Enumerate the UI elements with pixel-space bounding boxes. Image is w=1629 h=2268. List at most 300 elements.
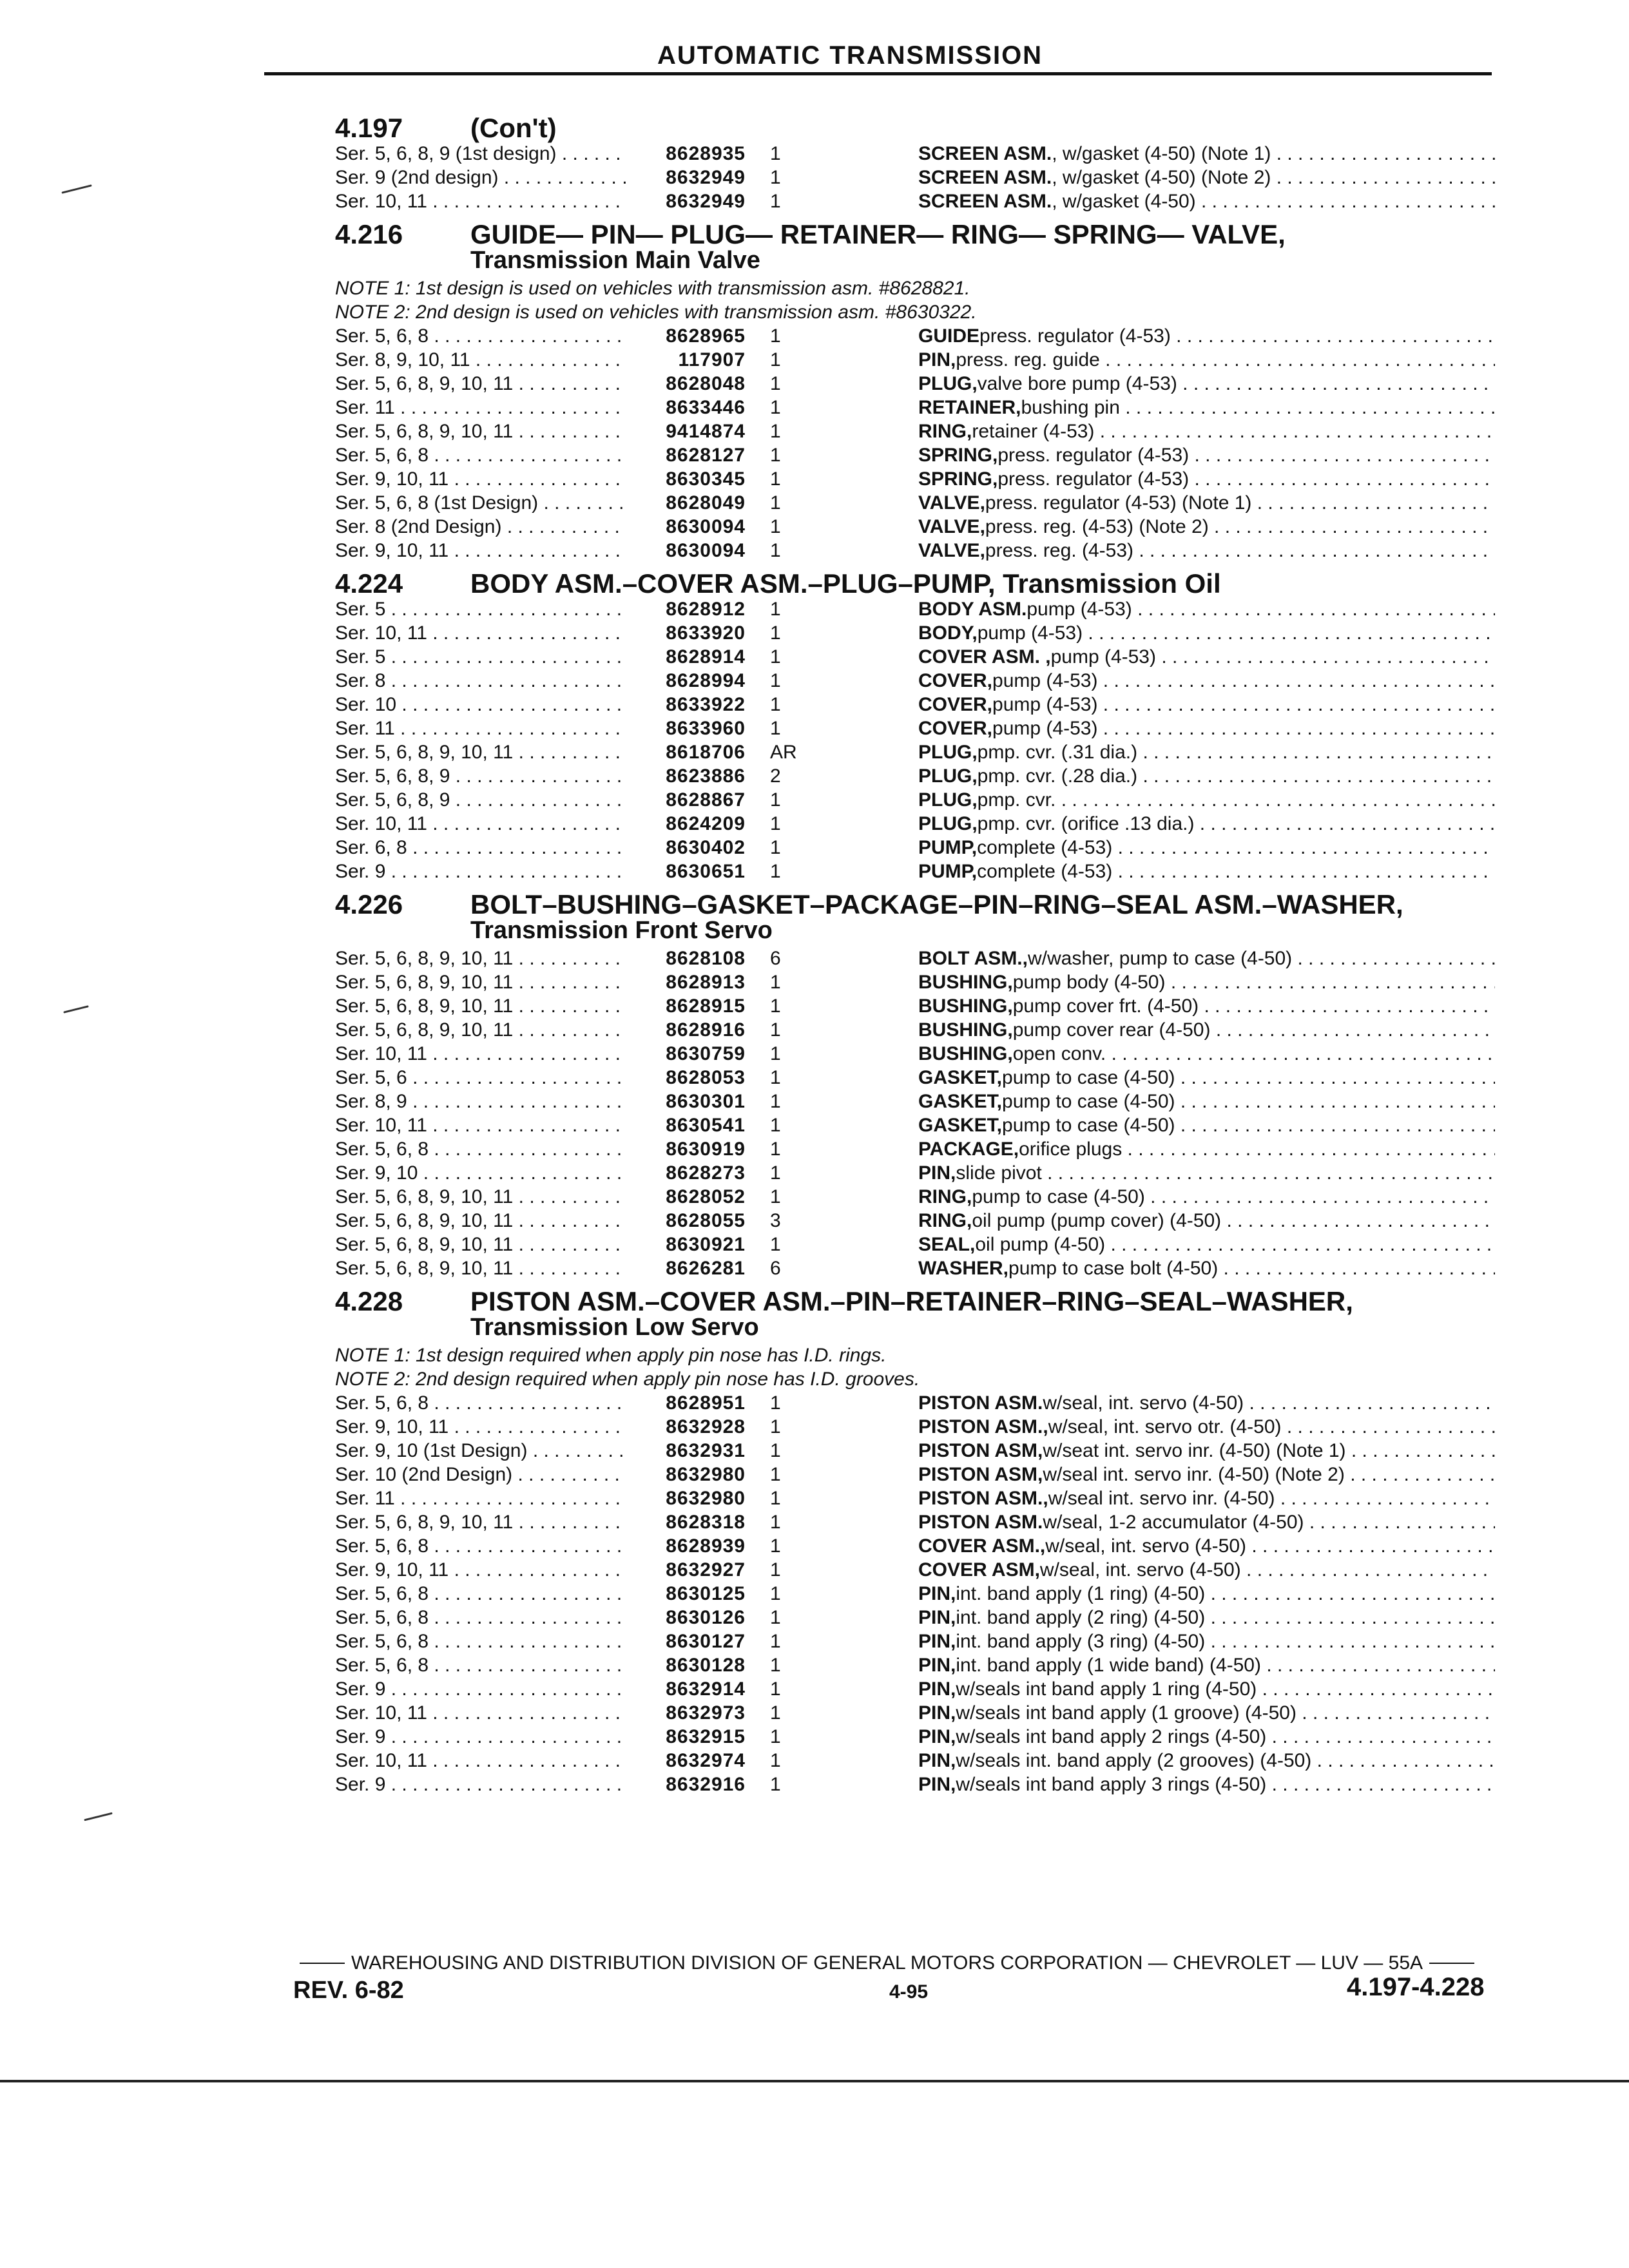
section-subtitle: Transmission Main Valve [470,247,760,274]
series-cell: Ser. 5, 6, 8, 9, 10, 11 . . . [335,1510,626,1534]
part-detail: w/seal int. servo inr. (4-50) (Note 2) . . . [1043,1463,1495,1486]
part-number: 8632980 [666,1488,746,1509]
series-cell: Ser. 10, 11 . . . [335,1701,626,1725]
series-cell: Ser. 10, 11 . . . [335,812,626,836]
part-detail: pmp. cvr. (orifice .13 dia.) . . . [978,812,1495,836]
part-number: 8632931 [666,1440,746,1461]
footer-dash [1429,1963,1474,1964]
series-cell: Ser. 9 (2nd design) . . . [335,166,626,189]
part-number: 8630541 [666,1115,746,1136]
part-row [335,166,1495,189]
part-detail: pump body (4-50) . . . [1013,970,1495,994]
quantity: 1 [770,1535,781,1557]
part-detail: pump to case (4-50) . . . [1002,1113,1495,1137]
header-rule [264,72,1492,75]
series-cell: Ser. 11 . . . [335,716,626,740]
part-detail: w/seals int band apply (1 groove) (4-50) . . . [956,1701,1495,1725]
quantity: 1 [770,599,781,620]
part-row [335,1701,1495,1725]
part-detail: w/seal, 1-2 accumulator (4-50) . . . [1043,1510,1495,1534]
part-number: 8628273 [666,1162,746,1184]
quantity: 1 [770,167,781,188]
series-cell: Ser. 5, 6, 8, 9, 10, 11 . . . [335,947,626,970]
part-detail: pump (4-53) . . . [1051,645,1495,669]
part-detail: w/seals int. band apply (2 grooves) (4-50) . . . [956,1749,1495,1773]
part-number: 8630651 [666,861,746,882]
part-row [335,1415,1495,1439]
part-number: 8632914 [666,1678,746,1700]
section-number: 4.224 [335,568,403,599]
part-row [335,491,1495,515]
description [822,189,1495,213]
part-number: 8628318 [666,1512,746,1533]
part-row [335,1749,1495,1773]
description [822,1439,1495,1463]
part-detail: w/seals int band apply 2 rings (4-50) . . . [956,1725,1495,1749]
part-name: PLUG, [918,373,978,394]
part-number: 8633960 [666,718,746,739]
part-number: 8632916 [666,1774,746,1795]
series-cell: Ser. 5, 6, 8, 9, 10, 11 . . . [335,1233,626,1256]
part-number: 8628052 [666,1186,746,1207]
part-name: RING, [918,1186,972,1207]
part-number: 8630127 [666,1631,746,1652]
description [822,515,1495,539]
section-title: (Con't) [470,113,557,143]
page-number: 4-95 [889,1981,929,2003]
part-name: BUSHING, [918,995,1013,1017]
part-name: SCREEN ASM. [918,143,1052,164]
series-cell: Ser. 5, 6, 8, 9, 10, 11 . . . [335,1185,626,1209]
series-cell: Ser. 8 (2nd Design) . . . [335,515,626,539]
part-row [335,597,1495,621]
description [822,324,1495,348]
part-number: 8628914 [666,646,746,668]
quantity: 1 [770,349,781,370]
series-cell: Ser. 5, 6, 8 . . . [335,1391,626,1415]
part-number: 8630125 [666,1583,746,1604]
description [822,1066,1495,1090]
part-number: 8628867 [666,789,746,811]
quantity: 1 [770,143,781,164]
description [822,166,1495,189]
part-number: 8632928 [666,1416,746,1437]
part-row [335,189,1495,213]
description [822,1701,1495,1725]
section-range: 4.197-4.228 [1347,1973,1485,2001]
series-cell: Ser. 9 . . . [335,1773,626,1796]
part-row [335,947,1495,970]
quantity: 1 [770,813,781,834]
part-detail: press. reg. guide . . . [956,348,1495,372]
part-detail: bushing pin . . . [1021,396,1495,419]
part-name: PIN, [918,1607,956,1628]
part-detail: w/seal, int. servo (4-50) . . . [1040,1558,1495,1582]
quantity: 1 [770,325,781,347]
part-row [335,1391,1495,1415]
part-detail: w/seal int. servo inr. (4-50) . . . [1048,1486,1495,1510]
description [822,621,1495,645]
part-row [335,716,1495,740]
series-cell: Ser. 10, 11 . . . [335,1113,626,1137]
part-number: 8630094 [666,516,746,537]
part-number: 8618706 [666,742,746,763]
part-row [335,396,1495,419]
part-name: SPRING, [918,445,998,466]
part-name: PIN, [918,1774,956,1795]
part-row [335,142,1495,166]
part-number: 8628916 [666,1019,746,1041]
series-cell: Ser. 10, 11 . . . [335,1749,626,1773]
part-detail: press. reg. (4-53) (Note 2) . . . [985,515,1495,539]
quantity: 1 [770,1750,781,1771]
part-name: PLUG, [918,765,978,787]
part-detail: w/seat int. servo inr. (4-50) (Note 1) . . . [1043,1439,1495,1463]
part-name: PISTON ASM, [918,1440,1043,1461]
quantity: 1 [770,670,781,691]
description [822,860,1495,883]
part-row [335,1256,1495,1280]
parts-section [335,1288,1495,1796]
description [822,1415,1495,1439]
part-row [335,970,1495,994]
part-name: COVER, [918,670,993,691]
description [822,1582,1495,1606]
series-cell: Ser. 5, 6, 8, 9, 10, 11 . . . [335,994,626,1018]
part-number: 8628108 [666,948,746,969]
series-cell: Ser. 5, 6, 8 . . . [335,1582,626,1606]
quantity: 1 [770,972,781,993]
quantity: 1 [770,1440,781,1461]
part-detail: valve bore pump (4-53) . . . [978,372,1495,396]
part-row [335,539,1495,562]
part-number: 9414874 [666,421,746,442]
description [822,467,1495,491]
part-row [335,1209,1495,1233]
description [822,693,1495,716]
description [822,539,1495,562]
part-detail: oil pump (4-50) . . . [975,1233,1495,1256]
description [822,142,1495,166]
series-cell: Ser. 10 (2nd Design) . . . [335,1463,626,1486]
part-detail: pump (4-53) . . . [992,669,1495,693]
part-row [335,324,1495,348]
section-number: 4.197 [335,113,403,143]
part-name: COVER, [918,718,993,739]
quantity: 1 [770,646,781,668]
part-row [335,788,1495,812]
revision-label: REV. 6-82 [293,1977,404,2004]
part-row [335,764,1495,788]
description [822,812,1495,836]
part-number: 8628127 [666,445,746,466]
part-row [335,645,1495,669]
quantity: 1 [770,540,781,561]
section-note: NOTE 2: 2nd design is used on vehicles with transmission asm. #8630322. [335,302,977,323]
part-detail: pump (4-53) . . . [992,693,1495,716]
part-row [335,1558,1495,1582]
description [822,788,1495,812]
part-number: 8628951 [666,1392,746,1414]
part-name: COVER ASM, [918,1559,1040,1581]
part-number: 117907 [678,349,746,370]
part-number: 8633922 [666,694,746,715]
part-detail: oil pump (pump cover) (4-50) . . . [972,1209,1495,1233]
part-number: 8628935 [666,143,746,164]
series-cell: Ser. 5, 6, 8, 9 (1st design) . . . [335,142,626,166]
part-row [335,467,1495,491]
part-row [335,348,1495,372]
part-row [335,372,1495,396]
part-number: 8630919 [666,1139,746,1160]
part-detail: retainer (4-53) . . . [972,419,1495,443]
part-name: BUSHING, [918,972,1013,993]
part-detail: pump (4-53) . . . [1027,597,1495,621]
part-name: COVER, [918,694,993,715]
part-detail: w/seal, int. servo (4-50) . . . [1045,1534,1495,1558]
part-detail: pump to case bolt (4-50) . . . [1008,1256,1495,1280]
quantity: 1 [770,1416,781,1437]
quantity: 1 [770,837,781,858]
part-number: 8630128 [666,1655,746,1676]
part-name: BODY ASM. [918,599,1027,620]
part-number: 8630759 [666,1043,746,1064]
part-detail: pump (4-53) . . . [978,621,1495,645]
quantity: 1 [770,1488,781,1509]
part-name: BODY, [918,622,978,644]
series-cell: Ser. 6, 8 . . . [335,836,626,860]
part-row [335,669,1495,693]
description [822,1137,1495,1161]
series-cell: Ser. 11 . . . [335,396,626,419]
part-name: RETAINER, [918,397,1021,418]
part-name: PLUG, [918,742,978,763]
part-name: GASKET, [918,1067,1003,1088]
series-cell: Ser. 10, 11 . . . [335,1042,626,1066]
part-name: PISTON ASM. [918,1512,1043,1533]
quantity: 1 [770,445,781,466]
part-name: PIN, [918,1750,956,1771]
section-heading [335,115,1495,142]
part-name: PIN, [918,349,956,370]
series-cell: Ser. 5, 6, 8, 9, 10, 11 . . . [335,1256,626,1280]
part-number: 8628053 [666,1067,746,1088]
part-number: 8633446 [666,397,746,418]
series-cell: Ser. 9, 10, 11 . . . [335,539,626,562]
part-number: 8632974 [666,1750,746,1771]
quantity: 1 [770,1464,781,1485]
section-heading [335,221,1495,248]
quantity: 1 [770,397,781,418]
description [822,1749,1495,1773]
part-name: VALVE, [918,516,985,537]
quantity: 1 [770,1702,781,1724]
part-name: PIN, [918,1583,956,1604]
part-number: 8630345 [666,468,746,490]
description [822,1391,1495,1415]
series-cell: Ser. 5, 6, 8, 9, 10, 11 . . . [335,970,626,994]
footer-line [293,1952,1511,1974]
margin-mark [63,1005,89,1014]
quantity: 1 [770,468,781,490]
part-name: PIN, [918,1655,956,1676]
part-name: RING, [918,1210,972,1231]
series-cell: Ser. 5 . . . [335,645,626,669]
parts-section [335,221,1495,562]
description [822,645,1495,669]
series-cell: Ser. 10 . . . [335,693,626,716]
part-name: PIN, [918,1702,956,1724]
part-name: SPRING, [918,468,998,490]
part-detail: w/seals int band apply 3 rings (4-50) . . . [956,1773,1495,1796]
quantity: 1 [770,516,781,537]
part-row [335,860,1495,883]
part-name: WASHER, [918,1258,1009,1279]
series-cell: Ser. 8, 9 . . . [335,1090,626,1113]
quantity: 1 [770,1162,781,1184]
series-cell: Ser. 5, 6, 8 . . . [335,324,626,348]
quantity: 1 [770,1139,781,1160]
part-detail: w/seal, int. servo otr. (4-50) . . . [1048,1415,1495,1439]
series-cell: Ser. 5, 6, 8, 9, 10, 11 . . . [335,419,626,443]
part-name: PISTON ASM., [918,1416,1048,1437]
part-row [335,621,1495,645]
part-name: GASKET, [918,1091,1003,1112]
part-number: 8628994 [666,670,746,691]
quantity: 1 [770,718,781,739]
part-detail: w/seals int band apply 1 ring (4-50) . . . [956,1677,1495,1701]
part-number: 8630301 [666,1091,746,1112]
series-cell: Ser. 5, 6 . . . [335,1066,626,1090]
part-row [335,1185,1495,1209]
part-number: 8630921 [666,1234,746,1255]
part-name: PIN, [918,1631,956,1652]
part-number: 8633920 [666,622,746,644]
quantity: 1 [770,1234,781,1255]
quantity: 1 [770,1392,781,1414]
part-number: 8632973 [666,1702,746,1724]
section-heading [335,891,1495,918]
part-number: 8628049 [666,492,746,514]
margin-mark [61,184,92,194]
part-row [335,1090,1495,1113]
series-cell: Ser. 9, 10, 11 . . . [335,1415,626,1439]
section-title: BOLT–BUSHING–GASKET–PACKAGE–PIN–RING–SEAL ASM.–WASHER, [470,889,1403,919]
description [822,1653,1495,1677]
quantity: 1 [770,789,781,811]
series-cell: Ser. 5, 6, 8, 9, 10, 11 . . . [335,372,626,396]
part-detail: int. band apply (1 ring) (4-50) . . . [956,1582,1495,1606]
part-number: 8630402 [666,837,746,858]
parts-section [335,891,1495,1280]
description [822,1042,1495,1066]
part-name: BUSHING, [918,1043,1013,1064]
quantity: 1 [770,1774,781,1795]
quantity: 1 [770,421,781,442]
part-detail: pump (4-53) . . . [992,716,1495,740]
part-detail: pmp. cvr. (.28 dia.) . . . [978,764,1495,788]
part-row [335,1510,1495,1534]
part-number: 8630094 [666,540,746,561]
quantity: 1 [770,1043,781,1064]
part-name: SCREEN ASM. [918,191,1052,212]
series-cell: Ser. 11 . . . [335,1486,626,1510]
part-name: BOLT ASM., [918,948,1028,969]
part-number: 8628055 [666,1210,746,1231]
part-detail: press. regulator (4-53) (Note 1) . . . [985,491,1495,515]
section-title: PISTON ASM.–COVER ASM.–PIN–RETAINER–RING–SEAL–WASHER, [470,1286,1353,1316]
part-row [335,1018,1495,1042]
section-heading [335,570,1495,597]
part-detail: press. regulator (4-53) . . . [998,467,1495,491]
series-cell: Ser. 10, 11 . . . [335,621,626,645]
description [822,1629,1495,1653]
series-cell: Ser. 9, 10 . . . [335,1161,626,1185]
part-row [335,994,1495,1018]
part-detail: int. band apply (1 wide band) (4-50) . . . [956,1653,1495,1677]
series-cell: Ser. 5, 6, 8 . . . [335,1629,626,1653]
quantity: 1 [770,1115,781,1136]
series-cell: Ser. 9 . . . [335,1725,626,1749]
bottom-rule [0,2080,1629,2082]
quantity: 1 [770,1559,781,1581]
parts-section [335,570,1495,883]
quantity: 1 [770,1512,781,1533]
series-cell: Ser. 8, 9, 10, 11 . . . [335,348,626,372]
part-name: PUMP, [918,837,978,858]
description [822,1233,1495,1256]
part-detail: , w/gasket (4-50) (Note 2) . . . [1052,166,1495,189]
description [822,396,1495,419]
part-name: PISTON ASM, [918,1464,1043,1485]
part-number: 8628048 [666,373,746,394]
part-row [335,836,1495,860]
part-detail: int. band apply (2 ring) (4-50) . . . [956,1606,1495,1629]
description [822,597,1495,621]
section-title: BODY ASM.–COVER ASM.–PLUG–PUMP, Transmission Oil [470,568,1221,599]
part-detail: complete (4-53) . . . [977,836,1495,860]
part-number: 8632949 [666,167,746,188]
part-detail: w/washer, pump to case (4-50) . . . [1028,947,1495,970]
parts-list [335,108,1495,1804]
part-name: PISTON ASM., [918,1488,1048,1509]
part-detail: , w/gasket (4-50) . . . [1052,189,1495,213]
description [822,491,1495,515]
part-name: PACKAGE, [918,1139,1019,1160]
description [822,1090,1495,1113]
series-cell: Ser. 5, 6, 8, 9 . . . [335,764,626,788]
part-name: BUSHING, [918,1019,1013,1041]
part-row [335,1773,1495,1796]
quantity: 2 [770,765,781,787]
description [822,1558,1495,1582]
part-row [335,1534,1495,1558]
description [822,669,1495,693]
quantity: 6 [770,948,781,969]
part-row [335,1629,1495,1653]
description [822,372,1495,396]
description [822,443,1495,467]
quantity: 1 [770,1607,781,1628]
quantity: 1 [770,1019,781,1041]
part-name: GASKET, [918,1115,1003,1136]
section-number: 4.216 [335,219,403,249]
part-row [335,1113,1495,1137]
part-row [335,1677,1495,1701]
part-number: 8628913 [666,972,746,993]
quantity: 1 [770,1091,781,1112]
part-row [335,740,1495,764]
